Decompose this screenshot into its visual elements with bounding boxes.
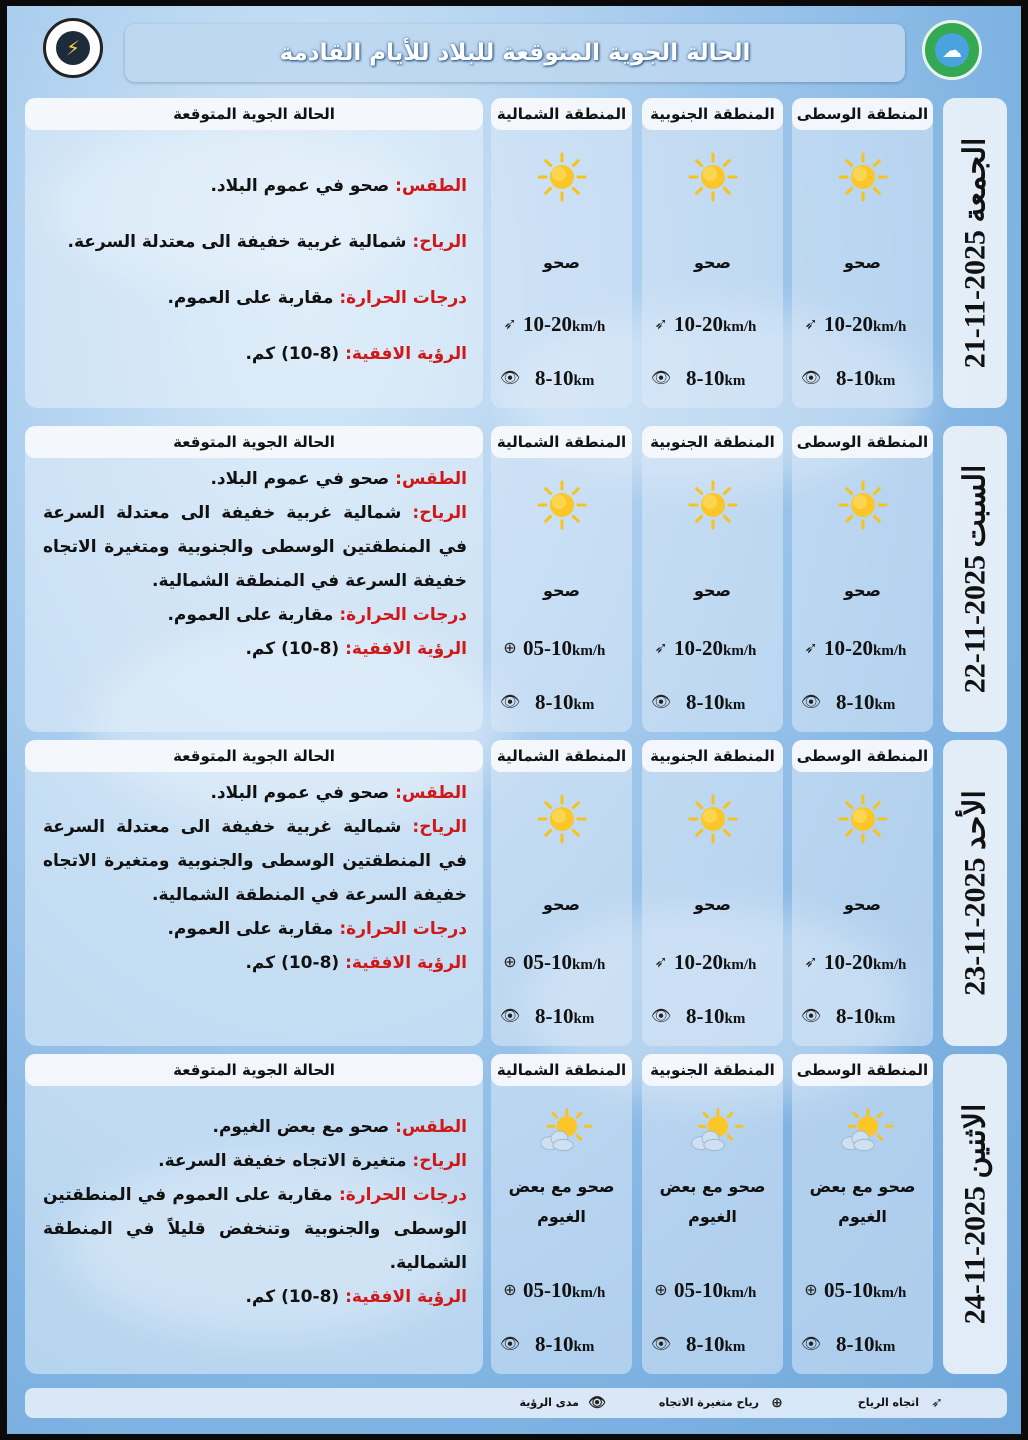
region-card	[642, 98, 783, 408]
day-row	[25, 740, 1007, 1046]
region-card	[642, 1054, 783, 1374]
visibility-row	[792, 1330, 933, 1358]
region-card	[642, 740, 783, 1046]
wind-speed-value: 10-20	[824, 312, 873, 336]
condition-label: صحو	[542, 581, 581, 600]
condition-label: صحو مع بعض الغيوم	[659, 1177, 766, 1226]
condition-label: صحو مع بعض الغيوم	[809, 1177, 916, 1226]
visibility-row	[642, 1002, 783, 1030]
visibility-unit: km	[874, 373, 896, 389]
wind-speed-value: 10-20	[824, 636, 873, 660]
sun-icon	[537, 794, 587, 844]
visibility-range	[686, 1002, 745, 1033]
wind-direction-icon: ➶	[654, 638, 668, 657]
wind-speed	[674, 948, 756, 979]
forecast-value: صحو في عموم البلاد.	[210, 783, 396, 803]
eye-icon: 👁	[650, 368, 672, 387]
wind-speed-unit: km/h	[572, 319, 606, 335]
wind-row	[792, 634, 933, 662]
eye-icon: 👁	[800, 1006, 822, 1025]
visibility-row	[491, 1330, 632, 1358]
eye-icon: 👁	[800, 692, 822, 711]
condition-label: صحو	[693, 253, 732, 272]
legend-label: رياح متغيرة الاتجاه	[658, 1396, 759, 1409]
wind-speed-value: 05-10	[674, 1278, 723, 1302]
eye-icon: 👁	[499, 692, 521, 711]
visibility-range	[686, 1330, 745, 1361]
meteorological-authority-logo	[922, 20, 982, 80]
forecast-label: الرياح:	[412, 232, 467, 252]
wind-row	[642, 1276, 783, 1304]
forecast-line	[43, 326, 467, 382]
forecast-label: الطقس:	[395, 176, 467, 196]
visibility-range	[535, 364, 594, 395]
visibility-range	[535, 1002, 594, 1033]
forecast-value: مقاربة على العموم في المنطقتين الوسطى والجنوبية وتنخفض قليلاً في المنطقة الشمالية.	[43, 1185, 467, 1273]
wind-speed	[674, 634, 756, 665]
visibility-unit: km	[724, 697, 746, 713]
forecast-value: (8-10) كم.	[245, 639, 346, 659]
region-name: المنطقة الجنوبية	[642, 740, 783, 772]
day-row	[25, 426, 1007, 732]
forecast-line	[43, 632, 467, 666]
forecast-value: شمالية غربية خفيفة الى معتدلة السرعة في المنطقتين الوسطى والجنوبية ومتغيرة الاتجاه خفيفة السرعة في المنطقة الشمالية.	[43, 817, 467, 905]
visibility-range	[535, 1330, 594, 1361]
variable-wind-icon: ⊕	[771, 1395, 783, 1411]
wind-speed-unit: km/h	[873, 957, 907, 973]
wind-speed-unit: km/h	[572, 1285, 606, 1301]
region-name: المنطقة الجنوبية	[642, 426, 783, 458]
eye-icon: 👁	[650, 1006, 672, 1025]
visibility-row	[491, 364, 632, 392]
wind-row	[491, 634, 632, 662]
wind-speed-unit: km/h	[572, 957, 606, 973]
visibility-unit: km	[874, 1339, 896, 1355]
condition-label: صحو	[542, 253, 581, 272]
wind-row	[642, 310, 783, 338]
forecast-heading: الحالة الجوية المتوقعة	[25, 740, 483, 772]
visibility-unit: km	[874, 1011, 896, 1027]
forecast-heading: الحالة الجوية المتوقعة	[25, 1054, 483, 1086]
forecast-value: مقاربة على العموم.	[167, 288, 340, 308]
region-name: المنطقة الجنوبية	[642, 1054, 783, 1086]
region-name: المنطقة الجنوبية	[642, 98, 783, 130]
forecast-text-box	[25, 98, 483, 408]
wind-speed	[824, 948, 906, 979]
visibility-value: 8-10	[686, 690, 725, 714]
sun-cloud-logo-icon: ☁	[935, 33, 969, 67]
wind-speed-unit: km/h	[873, 643, 907, 659]
eye-icon: 👁	[499, 1006, 521, 1025]
wind-speed	[523, 634, 605, 665]
forecast-label: الطقس:	[395, 783, 467, 803]
date-pill	[943, 1054, 1007, 1374]
forecast-label: الرؤية الافقية:	[345, 344, 467, 364]
forecast-value: شمالية غربية خفيفة الى معتدلة السرعة.	[67, 232, 413, 252]
date-pill	[943, 426, 1007, 732]
visibility-unit: km	[573, 373, 595, 389]
visibility-row	[491, 1002, 632, 1030]
wind-speed	[824, 1276, 906, 1307]
region-card	[642, 426, 783, 732]
wind-speed	[824, 310, 906, 341]
sun-icon	[688, 480, 738, 530]
forecast-heading: الحالة الجوية المتوقعة	[25, 426, 483, 458]
forecast-value: (8-10) كم.	[245, 1287, 346, 1307]
visibility-row	[792, 364, 933, 392]
sun-cloud-icon	[838, 1106, 888, 1156]
forecast-label: الرؤية الافقية:	[345, 1287, 467, 1307]
eye-icon: 👁	[650, 1334, 672, 1353]
eye-icon: 👁	[800, 1334, 822, 1353]
visibility-unit: km	[573, 697, 595, 713]
wind-row	[491, 310, 632, 338]
visibility-value: 8-10	[836, 366, 875, 390]
legend	[25, 1388, 1007, 1418]
forecast-body	[43, 1110, 467, 1314]
eye-icon: 👁	[800, 368, 822, 387]
region-card	[792, 98, 933, 408]
condition-label: صحو	[843, 253, 882, 272]
lightning-icon: ⚡	[56, 31, 90, 65]
forecast-line	[43, 1144, 467, 1178]
forecast-body	[43, 462, 467, 666]
visibility-value: 8-10	[686, 366, 725, 390]
legend-item	[858, 1388, 947, 1418]
visibility-unit: km	[724, 373, 746, 389]
wind-speed-value: 10-20	[674, 312, 723, 336]
visibility-row	[642, 364, 783, 392]
sun-icon	[838, 152, 888, 202]
condition-label: صحو	[693, 581, 732, 600]
visibility-value: 8-10	[686, 1332, 725, 1356]
forecast-label: الرياح:	[412, 1151, 467, 1171]
forecast-line	[43, 598, 467, 632]
visibility-unit: km	[573, 1011, 595, 1027]
variable-wind-icon: ⊕	[654, 1280, 668, 1299]
region-card	[491, 740, 632, 1046]
variable-wind-icon: ⊕	[503, 952, 517, 971]
forecast-value: صحو في عموم البلاد.	[210, 176, 396, 196]
wind-speed-unit: km/h	[873, 319, 907, 335]
forecast-heading: الحالة الجوية المتوقعة	[25, 98, 483, 130]
wind-speed-value: 10-20	[523, 312, 572, 336]
wind-speed-unit: km/h	[873, 1285, 907, 1301]
region-card	[491, 426, 632, 732]
forecast-label: الطقس:	[395, 469, 467, 489]
forecast-line	[43, 1178, 467, 1280]
forecast-label: الرياح:	[412, 503, 467, 523]
wind-speed-value: 10-20	[674, 636, 723, 660]
sun-icon	[537, 152, 587, 202]
page-title: الحالة الجوية المتوقعة للبلاد للأيام القادمة	[279, 40, 751, 66]
forecast-value: متغيرة الاتجاه خفيفة السرعة.	[158, 1151, 413, 1171]
wind-speed	[674, 1276, 756, 1307]
visibility-range	[686, 688, 745, 719]
wind-speed-value: 05-10	[523, 636, 572, 660]
forecast-body	[43, 158, 467, 382]
eye-icon: 👁	[588, 1395, 606, 1411]
visibility-value: 8-10	[836, 690, 875, 714]
visibility-row	[792, 688, 933, 716]
eye-icon: 👁	[499, 368, 521, 387]
visibility-unit: km	[724, 1011, 746, 1027]
sun-icon	[688, 152, 738, 202]
visibility-unit: km	[573, 1339, 595, 1355]
wind-speed-unit: km/h	[572, 643, 606, 659]
sun-icon	[688, 794, 738, 844]
wind-row	[642, 634, 783, 662]
visibility-range	[686, 364, 745, 395]
eye-icon: 👁	[499, 1334, 521, 1353]
day-row	[25, 1054, 1007, 1374]
visibility-unit: km	[724, 1339, 746, 1355]
day-date: السبت 2025-11-22	[958, 464, 992, 694]
header-bar	[125, 24, 905, 82]
wind-speed-value: 10-20	[824, 950, 873, 974]
wind-row	[491, 1276, 632, 1304]
wind-direction-icon: ➶	[654, 314, 668, 333]
visibility-value: 8-10	[535, 366, 574, 390]
variable-wind-icon: ⊕	[503, 638, 517, 657]
visibility-row	[642, 1330, 783, 1358]
forecast-line	[43, 462, 467, 496]
condition-label: صحو	[693, 895, 732, 914]
forecast-value: (8-10) كم.	[245, 344, 346, 364]
date-pill	[943, 98, 1007, 408]
visibility-value: 8-10	[836, 1332, 875, 1356]
visibility-row	[792, 1002, 933, 1030]
forecast-text-box	[25, 426, 483, 732]
region-name: المنطقة الشمالية	[491, 1054, 632, 1086]
forecast-label: درجات الحرارة:	[339, 605, 467, 625]
day-row	[25, 98, 1007, 408]
legend-label: مدى الرؤية	[519, 1396, 579, 1409]
wind-row	[792, 310, 933, 338]
condition-label: صحو	[843, 581, 882, 600]
forecast-line	[43, 158, 467, 214]
forecast-bulletin	[7, 6, 1021, 1434]
forecast-line	[43, 776, 467, 810]
forecast-line	[43, 270, 467, 326]
forecast-value: صحو مع بعض الغيوم.	[212, 1117, 396, 1137]
visibility-range	[836, 1002, 895, 1033]
region-card	[792, 1054, 933, 1374]
region-card	[792, 740, 933, 1046]
wind-direction-icon: ➶	[503, 314, 517, 333]
region-name: المنطقة الوسطى	[792, 98, 933, 130]
wind-speed-value: 05-10	[824, 1278, 873, 1302]
day-date: الجمعة 2025-11-21	[958, 137, 992, 369]
wind-row	[792, 1276, 933, 1304]
visibility-range	[836, 1330, 895, 1361]
forecast-label: الرؤية الافقية:	[345, 953, 467, 973]
wind-speed-value: 05-10	[523, 1278, 572, 1302]
region-name: المنطقة الشمالية	[491, 98, 632, 130]
wind-speed-value: 10-20	[674, 950, 723, 974]
variable-wind-icon: ⊕	[503, 1280, 517, 1299]
legend-item	[520, 1388, 607, 1418]
day-date: الاثنين 2025-11-24	[958, 1103, 992, 1325]
forecast-text-box	[25, 1054, 483, 1374]
condition-label: صحو	[843, 895, 882, 914]
forecast-line	[43, 1280, 467, 1314]
visibility-range	[535, 688, 594, 719]
wind-speed	[523, 948, 605, 979]
forecast-value: شمالية غربية خفيفة الى معتدلة السرعة في المنطقتين الوسطى والجنوبية ومتغيرة الاتجاه خفيفة السرعة في المنطقة الشمالية.	[43, 503, 467, 591]
forecast-label: درجات الحرارة:	[339, 1185, 468, 1205]
wind-row	[642, 948, 783, 976]
forecast-text-box	[25, 740, 483, 1046]
wind-row	[491, 948, 632, 976]
eye-icon: 👁	[650, 692, 672, 711]
forecast-line	[43, 496, 467, 598]
visibility-value: 8-10	[535, 690, 574, 714]
visibility-value: 8-10	[686, 1004, 725, 1028]
wind-direction-icon: ➶	[804, 314, 818, 333]
visibility-value: 8-10	[836, 1004, 875, 1028]
forecast-value: (8-10) كم.	[245, 953, 346, 973]
wind-row	[792, 948, 933, 976]
wind-speed	[523, 310, 605, 341]
forecast-line	[43, 946, 467, 980]
wind-speed-unit: km/h	[723, 319, 757, 335]
wind-speed	[824, 634, 906, 665]
wind-direction-icon: ➶	[804, 638, 818, 657]
forecast-line	[43, 1110, 467, 1144]
date-pill	[943, 740, 1007, 1046]
visibility-value: 8-10	[535, 1004, 574, 1028]
forecast-body	[43, 776, 467, 980]
forecast-line	[43, 912, 467, 946]
region-name: المنطقة الشمالية	[491, 426, 632, 458]
region-name: المنطقة الوسطى	[792, 426, 933, 458]
condition-label: صحو	[542, 895, 581, 914]
visibility-unit: km	[874, 697, 896, 713]
forecast-label: درجات الحرارة:	[339, 919, 467, 939]
wind-speed-unit: km/h	[723, 643, 757, 659]
region-card	[491, 1054, 632, 1374]
sun-icon	[838, 794, 888, 844]
visibility-value: 8-10	[535, 1332, 574, 1356]
sun-icon	[537, 480, 587, 530]
condition-label: صحو مع بعض الغيوم	[508, 1177, 615, 1226]
forecast-value: مقاربة على العموم.	[167, 605, 340, 625]
region-name: المنطقة الشمالية	[491, 740, 632, 772]
wind-speed-unit: km/h	[723, 957, 757, 973]
forecast-value: مقاربة على العموم.	[167, 919, 340, 939]
legend-label: اتجاه الرياح	[857, 1396, 919, 1409]
sun-cloud-icon	[537, 1106, 587, 1156]
visibility-row	[491, 688, 632, 716]
wind-speed	[674, 310, 756, 341]
legend-item	[659, 1388, 787, 1418]
forecast-label: الطقس:	[395, 1117, 467, 1137]
day-date: الأحد 2025-11-23	[958, 790, 992, 996]
forecasting-unit-logo	[43, 18, 103, 78]
wind-speed-value: 05-10	[523, 950, 572, 974]
forecast-label: الرؤية الافقية:	[345, 639, 467, 659]
forecast-value: صحو في عموم البلاد.	[210, 469, 396, 489]
variable-wind-icon: ⊕	[804, 1280, 818, 1299]
forecast-label: درجات الحرارة:	[339, 288, 467, 308]
visibility-range	[836, 364, 895, 395]
wind-speed	[523, 1276, 605, 1307]
wind-direction-icon: ➶	[804, 952, 818, 971]
region-card	[792, 426, 933, 732]
visibility-range	[836, 688, 895, 719]
forecast-label: الرياح:	[412, 817, 467, 837]
sun-icon	[838, 480, 888, 530]
wind-direction-icon: ➶	[931, 1395, 943, 1411]
region-name: المنطقة الوسطى	[792, 1054, 933, 1086]
region-name: المنطقة الوسطى	[792, 740, 933, 772]
forecast-line	[43, 214, 467, 270]
forecast-line	[43, 810, 467, 912]
wind-speed-unit: km/h	[723, 1285, 757, 1301]
sun-cloud-icon	[688, 1106, 738, 1156]
visibility-row	[642, 688, 783, 716]
wind-direction-icon: ➶	[654, 952, 668, 971]
region-card	[491, 98, 632, 408]
